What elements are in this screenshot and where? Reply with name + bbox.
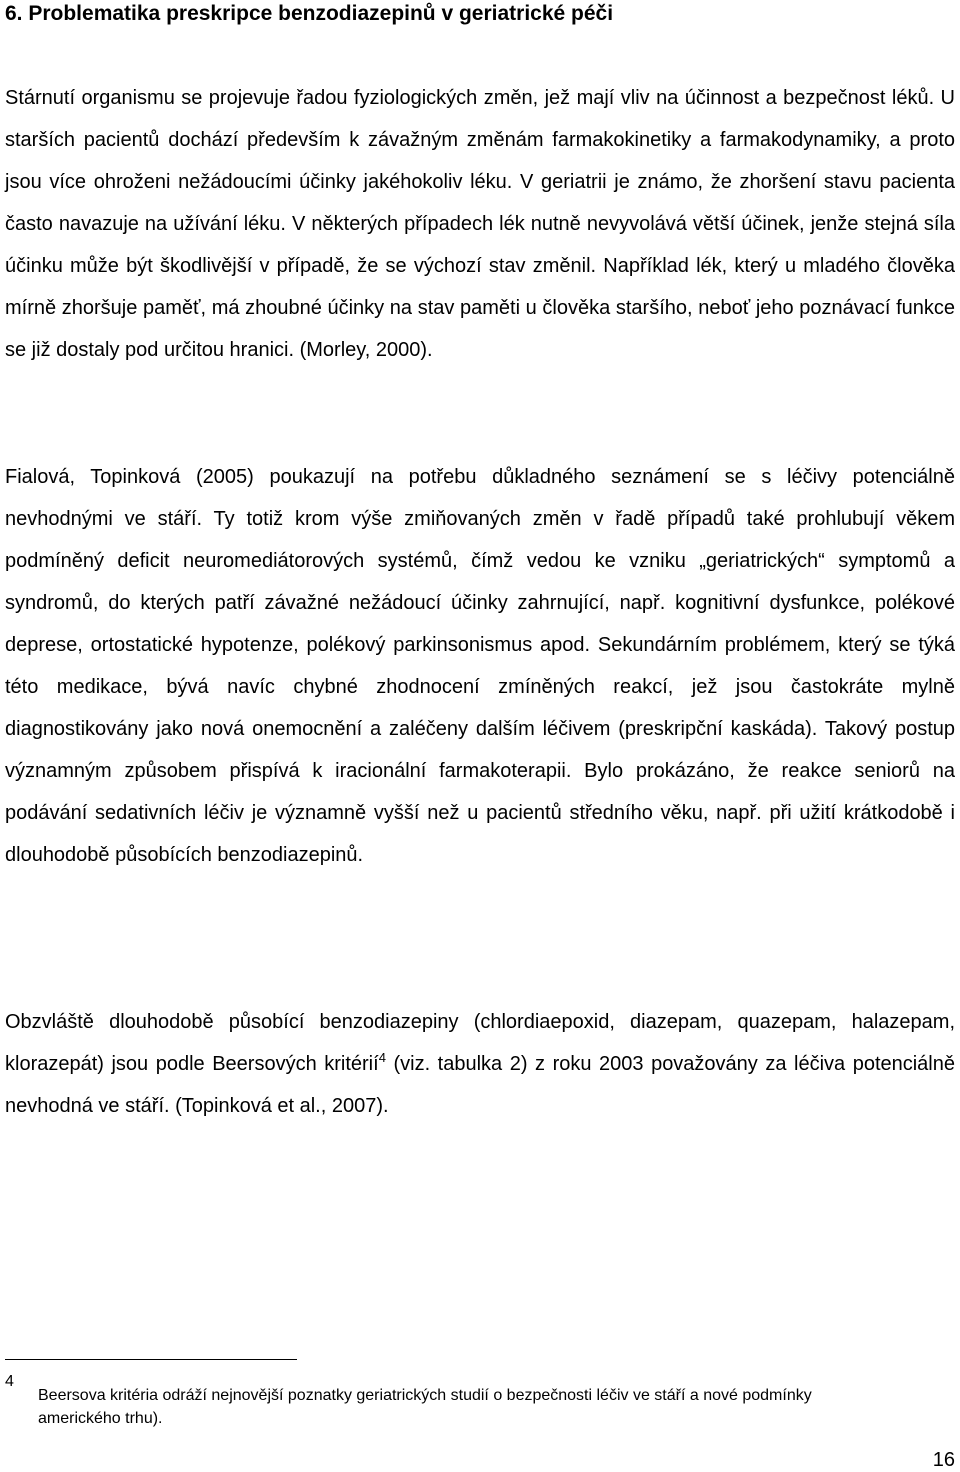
section-heading: 6. Problematika preskripce benzodiazepinů v geriatrické péči — [5, 2, 614, 25]
footnote-text: Beersova kritéria odráží nejnovější poznatky geriatrických studií o bezpečnosti léčiv ve stáří a nové podmínky amerického trhu). — [38, 1387, 812, 1427]
paragraph-aging-organism: Stárnutí organismu se projevuje řadou fyziologických změn, jež mají vliv na účinnost a bezpečnost léků. U starších pacientů dochází především k závažným změnám farmakokinetiky a farmakodynamiky, a proto jsou více ohroženi nežádoucími účinky jakéhokoliv léku. V geriatrii je známo, že zhoršení stavu pacienta často navazuje na užívání léku. V některých případech lék nutně nevyvolává větší účinek, jenže stejná síla účinku může být škodlivější v případě, že se výchozí stav změnil. Například lék, který u mladého člověka mírně zhoršuje paměť, má zhoubné účinky na stav paměti u člověka staršího, neboť jeho poznávací funkce se již dostaly pod určitou hranici. (Morley, 2000). — [5, 87, 955, 361]
footnote-separator — [5, 1359, 297, 1360]
paragraph-long-acting-benzodiazepines — [5, 1001, 955, 1127]
paragraph-text-before-footnote-ref: Obzvláště dlouhodobě působící benzodiazepiny (chlordiaepoxid, diazepam, quazepam, halazepam, klorazepát) jsou podle Beersových kritérií — [5, 1011, 955, 1075]
paragraph-fialova-topinkova: Fialová, Topinková (2005) poukazují na potřebu důkladného seznámení se s léčivy potenciálně nevhodnými ve stáří. Ty totiž krom výše zmiňovaných změn v řadě případů také prohlubují věkem podmíněný deficit neuromediátorových systémů, čímž vedou ke vzniku „geriatrických“ symptomů a syndromů, do kterých patří závažné nežádoucí účinky zahrnující, např. kognitivní dysfunkce, polékové deprese, ortostatické hypotenze, polékový parkinsonismus apod. Sekundárním problémem, který se týká této medikace, bývá navíc chybné zhodnocení zmíněných reakcí, jež jsou častokráte mylně diagnostikovány jako nová onemocnění a zaléčeny dalším léčivem (preskripční kaskáda). Takový postup významným způsobem přispívá k iracionální farmakoterapii. Bylo prokázáno, že reakce seniorů na podávání sedativních léčiv je významně vyšší než u pacientů středního věku, např. při užití krátkodobě i dlouhodobě působících benzodiazepinů. — [5, 466, 955, 866]
page-number: 16 — [932, 1449, 955, 1471]
paragraph-text-after-footnote-ref: (viz. tabulka 2) z roku 2003 považovány za léčiva potenciálně nevhodná ve stáří. (Topinková et al., 2007). — [5, 1053, 955, 1117]
footnote-reference[interactable]: 4 — [378, 1050, 386, 1065]
footnote-number: 4 — [5, 1373, 14, 1390]
